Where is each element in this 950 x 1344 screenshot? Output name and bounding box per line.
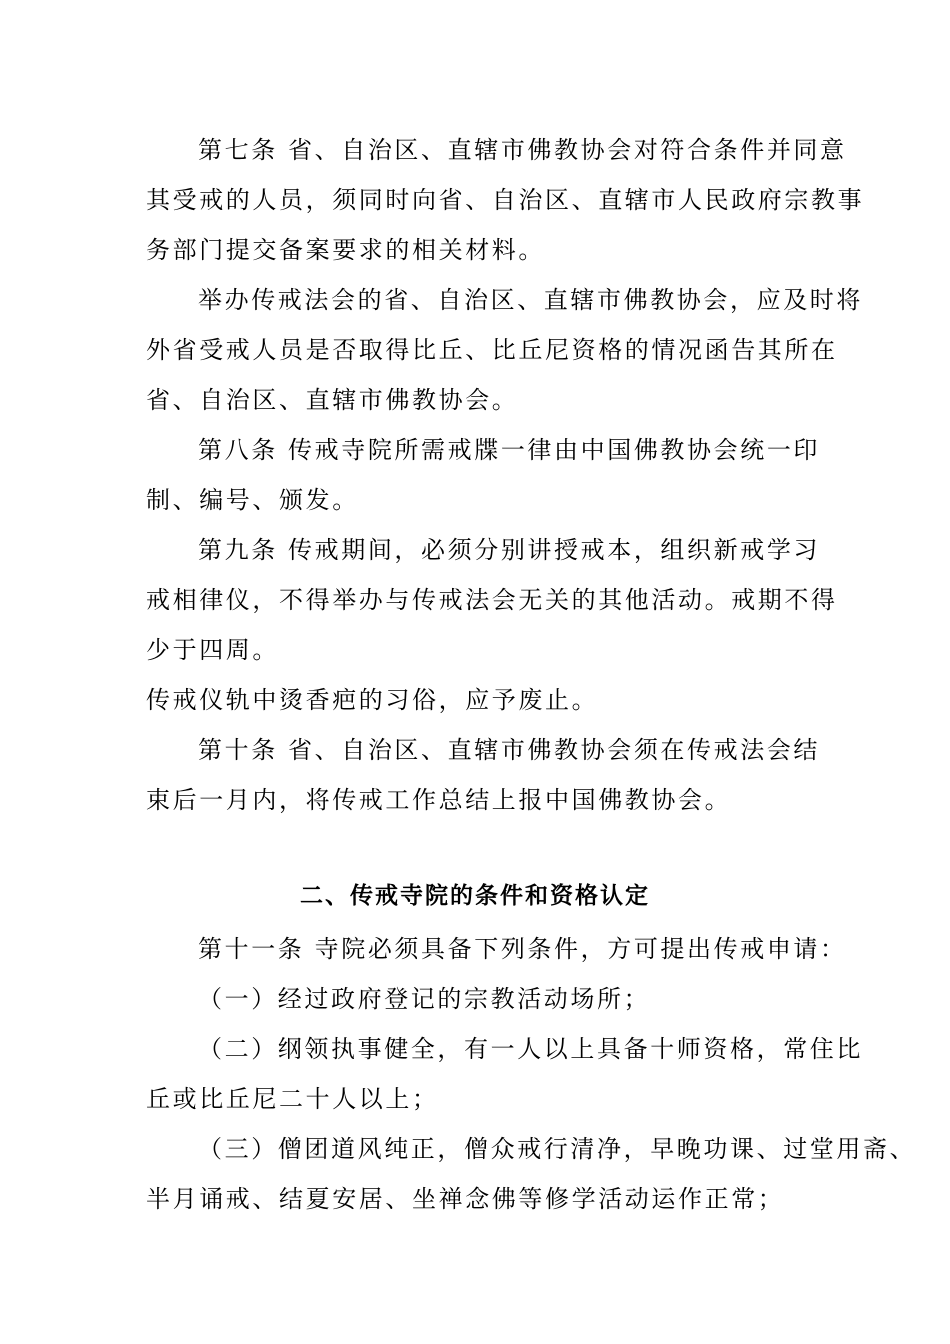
article-9-line-3: 少于四周。 [146,636,279,664]
article-9-line-1: 第九条 传戒期间，必须分别讲授戒本，组织新戒学习 [198,536,821,564]
section-heading: 二、传戒寺院的条件和资格认定 [300,882,650,909]
article-9-para2-line-1: 传戒仪轨中烫香疤的习俗，应予废止。 [146,686,599,714]
article-11-item-3-line-1: （三）僧团道风纯正，僧众戒行清净，早晚功课、过堂用斋、 [198,1135,917,1163]
article-7-line-1: 第七条 省、自治区、直辖市佛教协会对符合条件并同意 [198,136,847,164]
article-8-line-2: 制、编号、颁发。 [146,486,359,514]
article-11-item-1: （一）经过政府登记的宗教活动场所； [198,985,651,1013]
article-8-line-1: 第八条 传戒寺院所需戒牒一律由中国佛教协会统一印 [198,436,821,464]
article-10-line-1: 第十条 省、自治区、直辖市佛教协会须在传戒法会结 [198,736,821,764]
article-7-para2-line-1: 举办传戒法会的省、自治区、直辖市佛教协会，应及时将 [198,286,863,314]
article-11-item-2-line-1: （二）纲领执事健全，有一人以上具备十师资格，常住比 [198,1035,863,1063]
article-7-line-2: 其受戒的人员，须同时向省、自治区、直辖市人民政府宗教事 [146,186,865,214]
article-11-item-2-line-2: 丘或比丘尼二十人以上； [146,1085,439,1113]
article-7-line-3: 务部门提交备案要求的相关材料。 [146,236,545,264]
article-9-line-2: 戒相律仪，不得举办与传戒法会无关的其他活动。戒期不得 [146,586,838,614]
article-11-item-3-line-2: 半月诵戒、结夏安居、坐禅念佛等修学活动运作正常； [146,1185,785,1213]
article-10-line-2: 束后一月内，将传戒工作总结上报中国佛教协会。 [146,786,732,814]
article-11-line-1: 第十一条 寺院必须具备下列条件，方可提出传戒申请： [198,935,847,963]
article-7-para2-line-3: 省、自治区、直辖市佛教协会。 [146,386,519,414]
article-7-para2-line-2: 外省受戒人员是否取得比丘、比丘尼资格的情况函告其所在 [146,336,838,364]
